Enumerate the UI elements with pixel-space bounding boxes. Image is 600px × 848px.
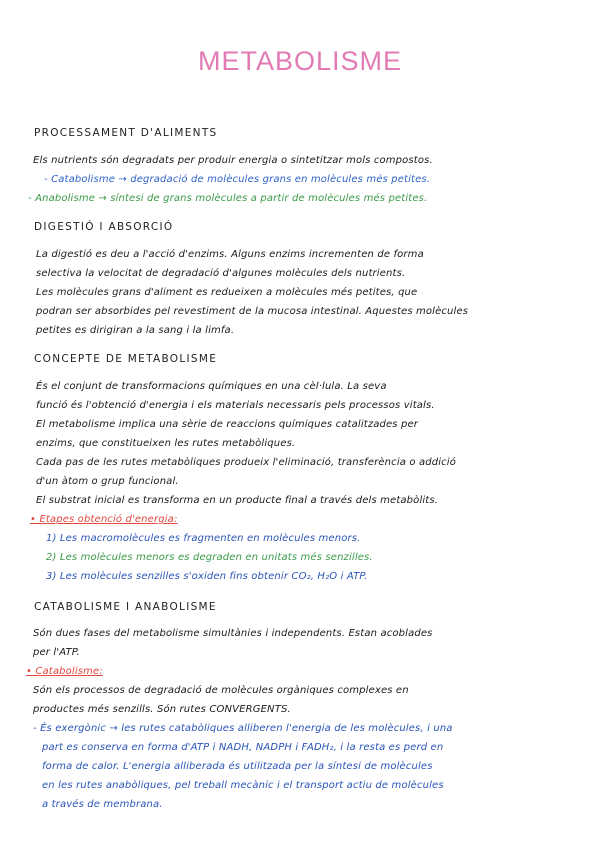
text-line: Són dues fases del metabolisme simultànies i independents. Estan acoblades bbox=[33, 628, 433, 639]
text-line: petites es dirigiran a la sang i la limfa. bbox=[36, 325, 235, 336]
exergonic-line: en les rutes anabòliques, pel treball mecànic i el transport actiu de molècules bbox=[42, 780, 444, 791]
text-line: funció és l'obtenció d'energia i els materials necessaris pels processos vitals. bbox=[36, 400, 435, 411]
text-line: El substrat inicial es transforma en un producte final a través dels metabòlits. bbox=[36, 495, 439, 506]
text-line: Les molècules grans d'aliment es redueixen a molècules més petites, que bbox=[36, 287, 418, 298]
text-line: productes més senzills. Són rutes CONVERGENTS. bbox=[33, 704, 291, 715]
etapa-1: 1) Les macromolècules es fragmenten en molècules menors. bbox=[46, 533, 361, 544]
text-line: selectiva la velocitat de degradació d'algunes molècules dels nutrients. bbox=[36, 268, 406, 279]
text-line: d'un àtom o grup funcional. bbox=[36, 476, 179, 487]
catabolisme-bullet: • Catabolisme: bbox=[26, 666, 103, 677]
text-line: És el conjunt de transformacions químiques en una cèl·lula. La seva bbox=[36, 381, 387, 392]
text-line: per l'ATP. bbox=[33, 647, 80, 658]
text-line: La digestió es deu a l'acció d'enzims. Alguns enzims incrementen de forma bbox=[36, 249, 424, 260]
heading-catabolisme-anabolisme: CATABOLISME I ANABOLISME bbox=[34, 601, 217, 613]
text-line: enzims, que constitueixen les rutes metabòliques. bbox=[36, 438, 296, 449]
anabolisme-definition: - Anabolisme → síntesi de grans molècules a partir de molècules més petites. bbox=[28, 193, 428, 204]
etapes-bullet: • Etapes obtenció d'energia: bbox=[30, 514, 178, 525]
exergonic-line: a través de membrana. bbox=[42, 799, 163, 810]
heading-processament: PROCESSAMENT D'ALIMENTS bbox=[34, 127, 218, 139]
exergonic-line: - És exergònic → les rutes catabòliques alliberen l'energia de les molècules, i una bbox=[33, 723, 453, 734]
exergonic-line: part es conserva en forma d'ATP i NADH, NADPH i FADH₂, i la resta es perd en bbox=[42, 742, 444, 753]
page-title: METABOLISME bbox=[197, 46, 403, 76]
catabolisme-definition: - Catabolisme → degradació de molècules grans en molècules més petites. bbox=[44, 174, 431, 185]
heading-digestio: DIGESTIÓ I ABSORCIÓ bbox=[34, 221, 174, 233]
text-line: Cada pas de les rutes metabòliques produeix l'eliminació, transferència o addició bbox=[36, 457, 457, 468]
exergonic-line: forma de calor. L'energia alliberada és utilitzada per la síntesi de molècules bbox=[42, 761, 433, 772]
etapa-2: 2) Les molècules menors es degraden en unitats més senzilles. bbox=[46, 552, 373, 563]
heading-concepte: CONCEPTE DE METABOLISME bbox=[34, 353, 218, 365]
text-line: podran ser absorbides pel revestiment de la mucosa intestinal. Aquestes molècules bbox=[36, 306, 469, 317]
text-line: El metabolisme implica una sèrie de reaccions químiques catalitzades per bbox=[36, 419, 419, 430]
etapa-3: 3) Les molècules senzilles s'oxiden fins obtenir CO₂, H₂O i ATP. bbox=[46, 571, 368, 582]
text-line: Els nutrients són degradats per produir energia o sintetitzar mols compostos. bbox=[33, 155, 433, 166]
text-line: Són els processos de degradació de molècules orgàniques complexes en bbox=[33, 685, 409, 696]
